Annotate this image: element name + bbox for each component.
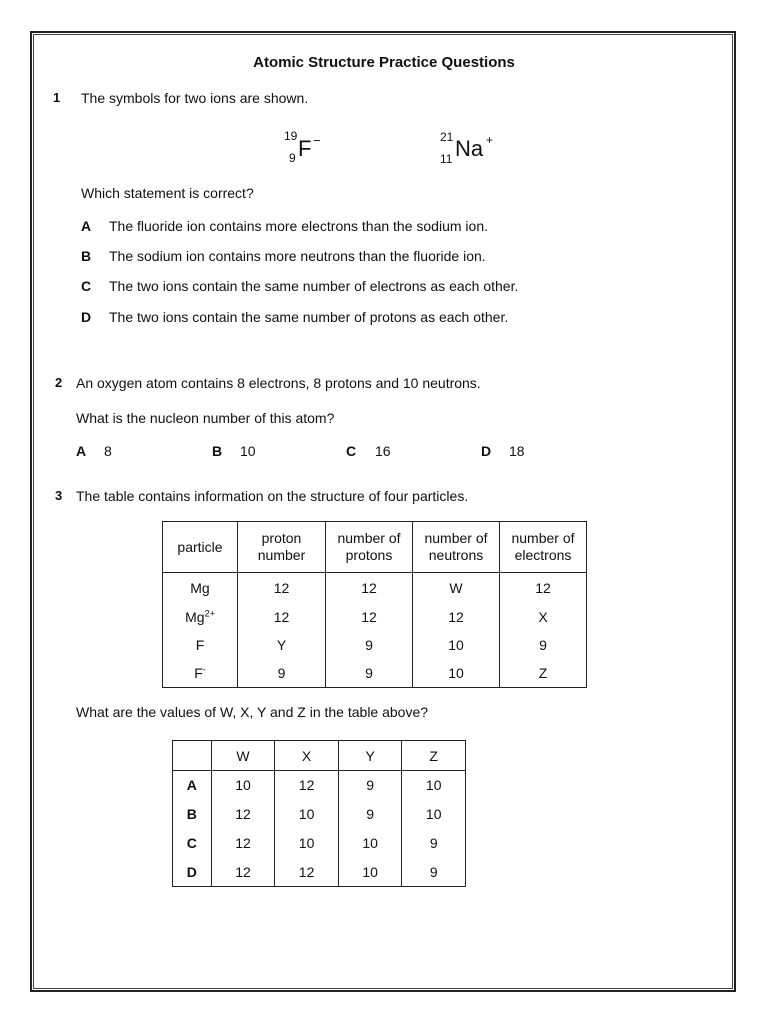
table1-cell: 9 (326, 631, 413, 660)
particle-symbol: Mg (190, 579, 210, 596)
fluoride-mass-number: 19 (284, 129, 298, 143)
table2-cell: 12 (275, 858, 339, 887)
table1-cell: 9 (326, 660, 413, 688)
table1-header-cell: proton number (238, 522, 326, 573)
table2-cell: 9 (402, 829, 466, 858)
q1-question: Which statement is correct? (81, 185, 254, 201)
fluoride-charge: − (313, 133, 321, 148)
table1-cell: 12 (238, 603, 326, 631)
page-title: Atomic Structure Practice Questions (253, 54, 515, 71)
table2-option-letter[interactable]: C (173, 829, 212, 858)
table1-cell: W (413, 573, 500, 603)
table1-header-cell: number of neutrons (413, 522, 500, 573)
table2-cell: 10 (338, 858, 402, 887)
table1-cell: 12 (326, 573, 413, 603)
table1-particle-cell (163, 660, 238, 688)
table1-header-cell: number of electrons (500, 522, 587, 573)
table2-cell: 10 (338, 829, 402, 858)
q1-option-a-letter[interactable]: A (81, 218, 92, 234)
table1-cell: 12 (326, 603, 413, 631)
q2-option-c-letter[interactable]: C (346, 443, 357, 459)
table2-option-letter[interactable]: D (173, 858, 212, 887)
q1-option-b-letter[interactable]: B (81, 248, 92, 264)
table1-row (163, 660, 587, 688)
q2-option-b-letter[interactable]: B (212, 443, 223, 459)
table2-header-cell (173, 741, 212, 771)
table1-particle-cell (163, 573, 238, 603)
table2-cell: 10 (402, 800, 466, 829)
q1-number: 1 (53, 90, 61, 105)
table1-header-cell: number of protons (326, 522, 413, 573)
sodium-mass-number: 21 (440, 130, 454, 144)
q2-option-a-letter[interactable]: A (76, 443, 87, 459)
table1-cell: 9 (238, 660, 326, 688)
table1-header-cell: particle (163, 522, 238, 573)
q2-option-a-value: 8 (104, 443, 112, 459)
table1-cell: Y (238, 631, 326, 660)
table2-cell: 12 (211, 829, 275, 858)
table2-option-letter[interactable]: A (173, 771, 212, 800)
table1-cell: 9 (500, 631, 587, 660)
fluoride-ion-symbol (284, 130, 344, 170)
q2-question: What is the nucleon number of this atom? (76, 410, 335, 426)
table2-header-row (173, 741, 466, 771)
table2-option-letter[interactable]: B (173, 800, 212, 829)
q3-stem: The table contains information on the structure of four particles. (76, 488, 469, 504)
answer-options-table (172, 740, 466, 887)
fluoride-element: F (298, 136, 312, 161)
particle-structure-table (162, 521, 587, 688)
particle-symbol: Mg (185, 608, 205, 625)
table1-row (163, 631, 587, 660)
q1-option-d-letter[interactable]: D (81, 309, 92, 325)
q1-option-d-text: The two ions contain the same number of protons as each other. (109, 309, 509, 325)
table1-cell: 10 (413, 660, 500, 688)
table2-header-cell: Y (338, 741, 402, 771)
q2-option-d-value: 18 (509, 443, 525, 459)
table1-cell: Z (500, 660, 587, 688)
table2-header-cell: W (211, 741, 275, 771)
table2-cell: 12 (275, 771, 339, 800)
q1-option-c-text: The two ions contain the same number of electrons as each other. (109, 278, 519, 294)
particle-symbol: F (195, 637, 205, 653)
table1-particle-cell (163, 603, 238, 631)
q2-option-c-value: 16 (375, 443, 391, 459)
q2-option-b-value: 10 (240, 443, 256, 459)
table2-cell: 10 (211, 771, 275, 800)
q2-option-d-letter[interactable]: D (481, 443, 492, 459)
table2-cell: 10 (402, 771, 466, 800)
table1-cell: 10 (413, 631, 500, 660)
table2-cell: 12 (211, 800, 275, 829)
q2-number: 2 (55, 375, 63, 390)
sodium-element: Na (455, 136, 484, 161)
q1-option-c-letter[interactable]: C (81, 278, 92, 294)
q1-option-b-text: The sodium ion contains more neutrons than the fluoride ion. (109, 248, 486, 264)
q3-question: What are the values of W, X, Y and Z in the table above? (76, 704, 429, 720)
table1-cell: 12 (238, 573, 326, 603)
table2-row[interactable] (173, 771, 466, 800)
table1-row (163, 573, 587, 603)
fluoride-atomic-number: 9 (289, 151, 296, 165)
table2-cell: 9 (402, 858, 466, 887)
particle-symbol: F (194, 665, 203, 682)
particle-charge: 2+ (204, 607, 215, 618)
particle-charge: - (202, 664, 206, 675)
table1-header-row (163, 522, 587, 573)
q2-stem: An oxygen atom contains 8 electrons, 8 protons and 10 neutrons. (76, 375, 481, 391)
table1-cell: 12 (500, 573, 587, 603)
table2-row[interactable] (173, 829, 466, 858)
q1-option-a-text: The fluoride ion contains more electrons than the sodium ion. (109, 218, 488, 234)
table2-cell: 9 (338, 771, 402, 800)
table1-cell: X (500, 603, 587, 631)
table2-row[interactable] (173, 800, 466, 829)
q1-stem: The symbols for two ions are shown. (81, 90, 309, 106)
sodium-charge: + (486, 133, 494, 147)
table2-cell: 10 (275, 829, 339, 858)
table1-cell: 12 (413, 603, 500, 631)
table2-cell: 12 (211, 858, 275, 887)
table2-cell: 10 (275, 800, 339, 829)
sodium-atomic-number: 11 (440, 152, 453, 166)
table1-row (163, 603, 587, 631)
table2-header-cell: Z (402, 741, 466, 771)
sodium-ion-symbol (440, 131, 510, 171)
table2-header-cell: X (275, 741, 339, 771)
table1-particle-cell (163, 631, 238, 660)
table2-cell: 9 (338, 800, 402, 829)
q3-number: 3 (55, 488, 63, 503)
table2-row[interactable] (173, 858, 466, 887)
